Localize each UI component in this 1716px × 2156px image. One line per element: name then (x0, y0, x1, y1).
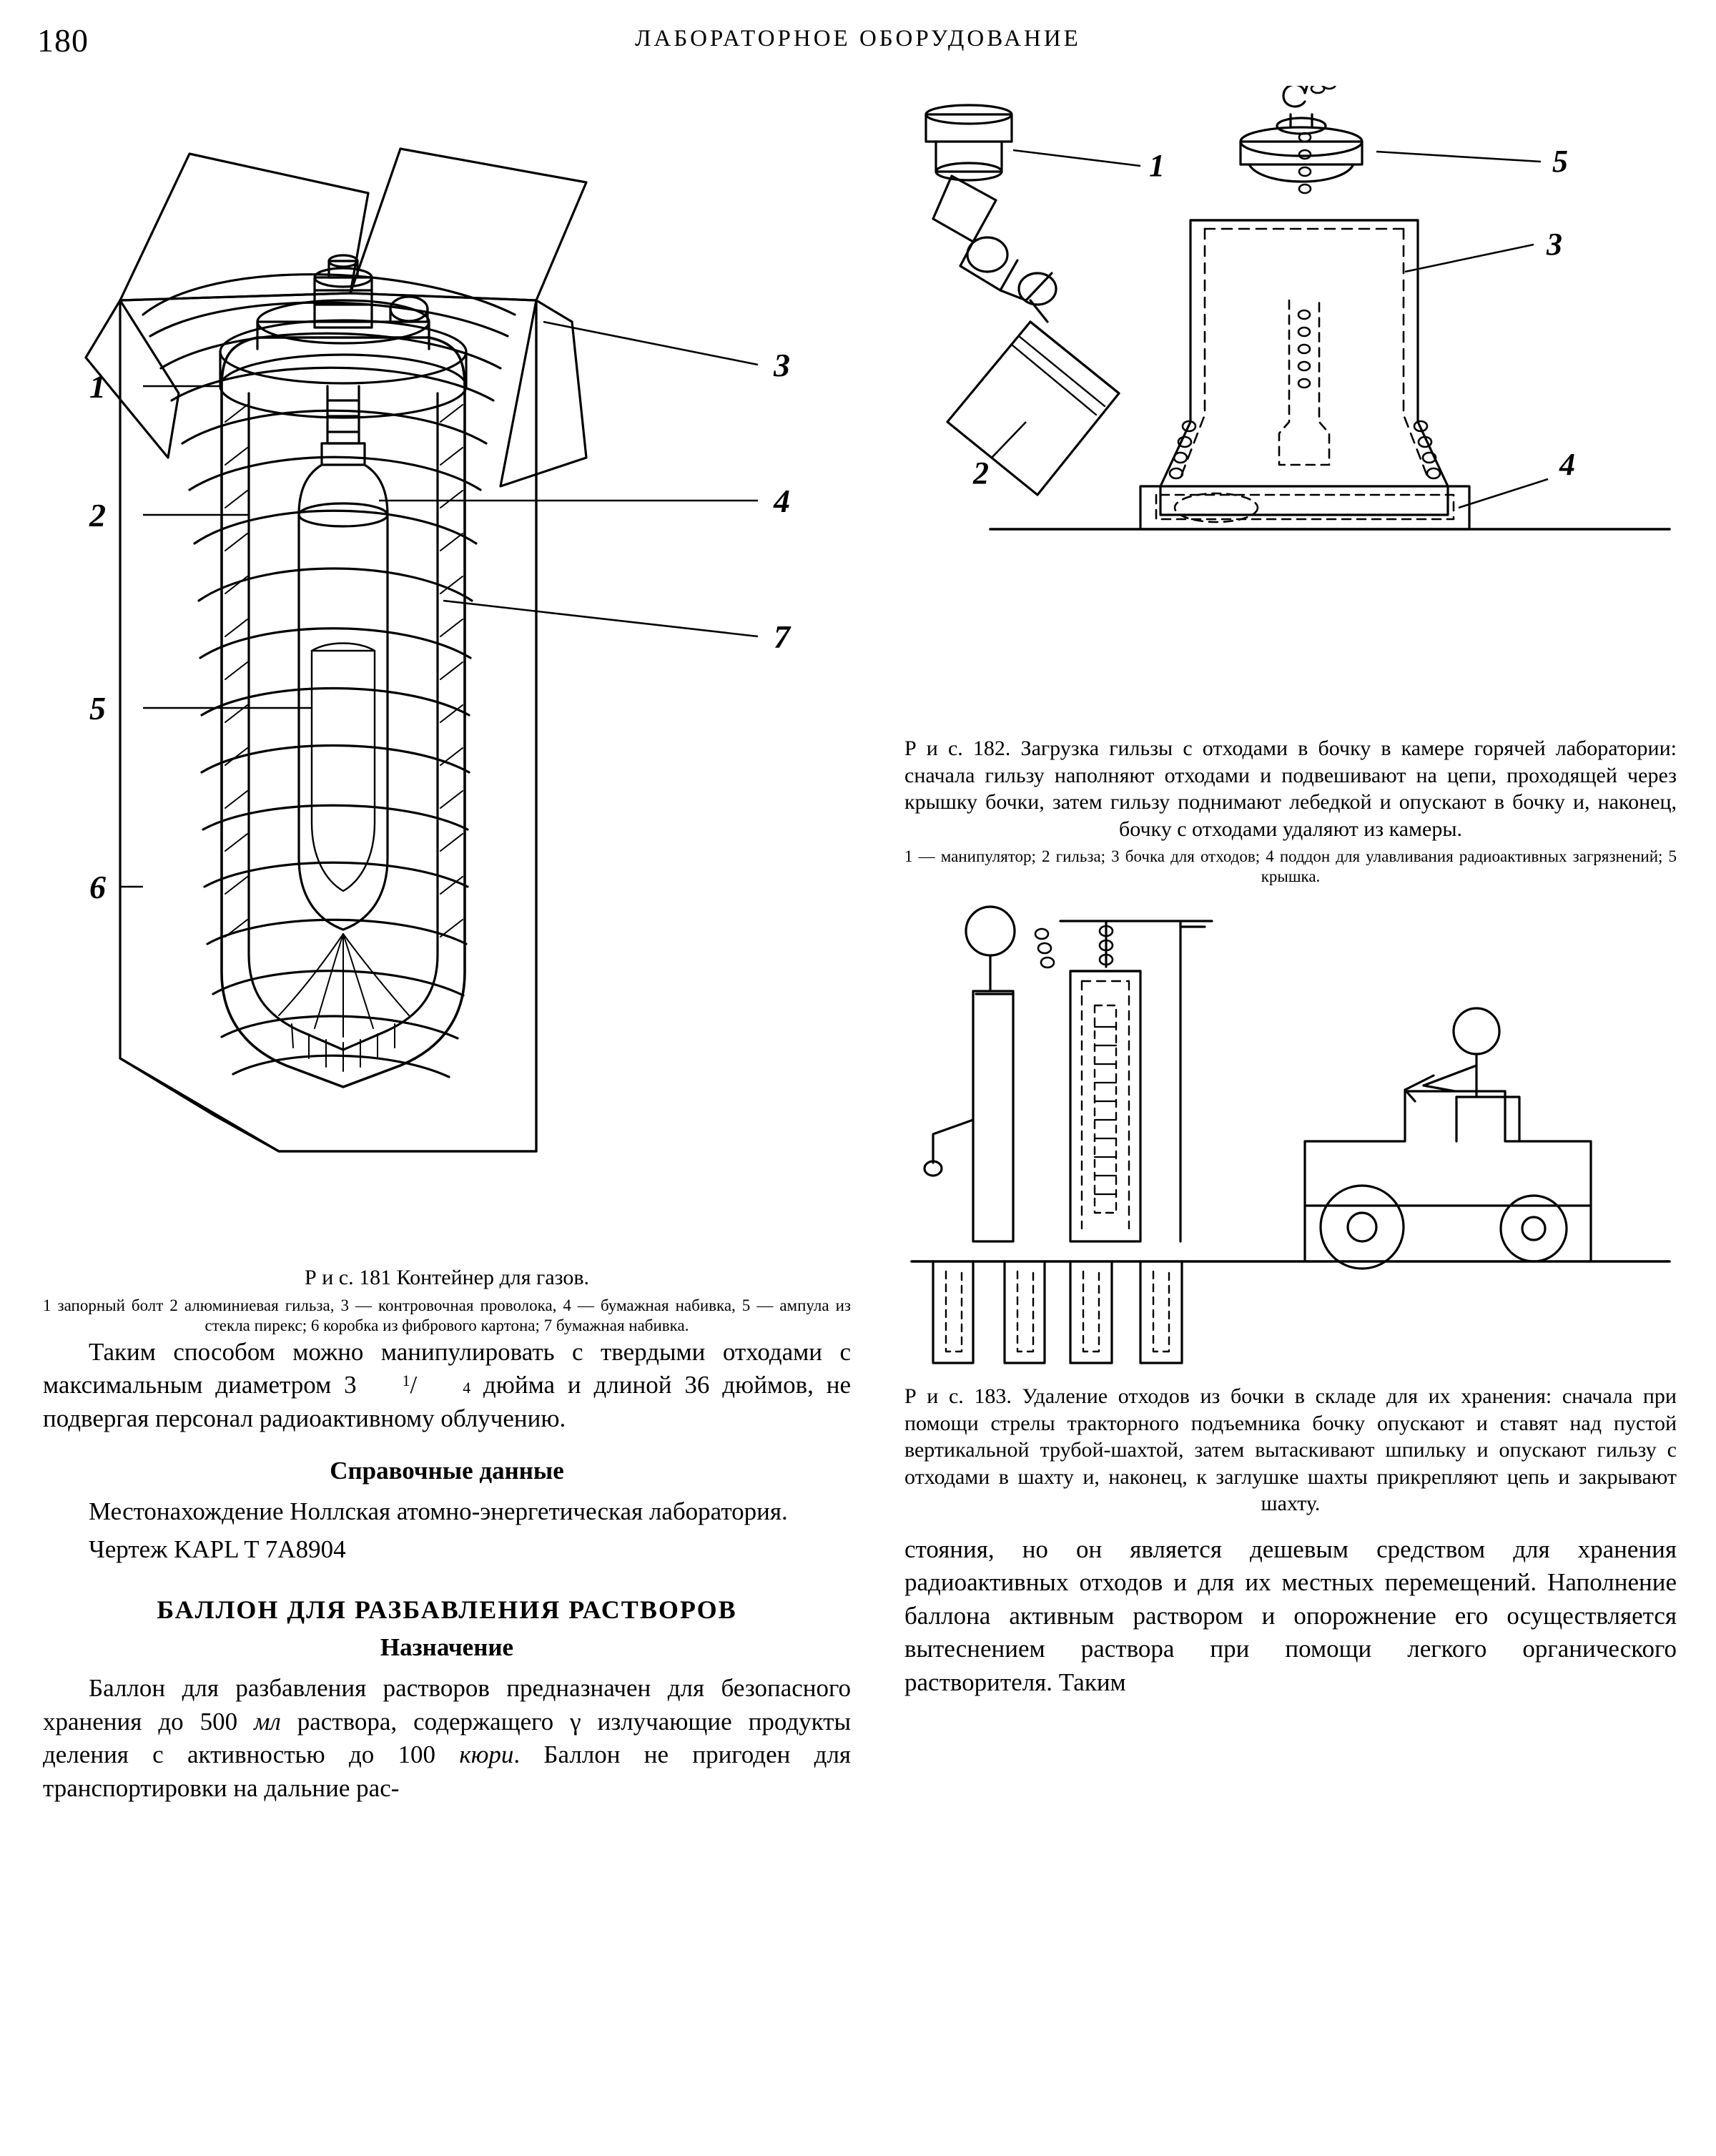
left-column (43, 86, 851, 1810)
figure-183-illustration (904, 905, 1677, 1377)
fraction-numerator: 1 (402, 1372, 410, 1390)
right-column (904, 86, 1677, 1703)
paragraph-manipulation-part1: Таким способом можно манипулировать с твердыми отходами с максимальным диаметром 3 (43, 1337, 851, 1399)
paragraph-manipulation-part2: дюйма и длиной 36 дюймов, не подвергая персонал радиоактивному облучению. (43, 1371, 851, 1432)
section-heading-balloon: БАЛЛОН ДЛЯ РАЗБАВЛЕНИЯ РАСТВОРОВ (157, 1595, 737, 1625)
fraction-denominator: 4 (463, 1379, 471, 1397)
fig182-label-3: 3 (1547, 227, 1562, 262)
reference-location: Местонахождение Ноллская атомно-энергетическая лаборатория. (89, 1497, 788, 1526)
figure-182-illustration (904, 86, 1677, 729)
fig181-label-1: 1 (89, 368, 106, 405)
page-header (0, 14, 1716, 64)
figure-182-caption: Р и с. 182. Загрузка гильзы с отходами в бочку в камере горячей лаборатории: сначала гильзу наполняют отходами и подвешивают на цепи, проходящей через крышку бочки, затем гильзу поднимают лебедкой и опускают в бочку и, наконец, бочку с отходами удаляют из камеры. (904, 737, 1677, 841)
figure-181-illustration (43, 86, 851, 1259)
fig182-label-1: 1 (1149, 148, 1165, 183)
fig181-label-6: 6 (89, 869, 106, 905)
figure-183-caption: Р и с. 183. Удаление отходов из бочки в складе для их хранения: сначала при помощи стрелы тракторного подъемника бочку опускают и ставят над пустой вертикальной трубой-шахтой, затем вытаскивают шпильку и опускают гильзу с отходами в шахту и, наконец, к заглушке шахты прикрепляют цепь и закрывают шахту. (904, 1384, 1677, 1516)
unit-ml: мл (254, 1707, 281, 1736)
fig181-label-7: 7 (774, 619, 790, 655)
fig181-label-2: 2 (89, 497, 106, 533)
figure-181 (43, 86, 851, 1336)
fig181-label-3: 3 (774, 347, 790, 383)
fig181-label-4: 4 (774, 483, 790, 519)
fig182-label-5: 5 (1552, 144, 1568, 179)
subheading-reference-data: Справочные данные (330, 1457, 564, 1485)
figure-183 (904, 905, 1677, 1517)
unit-kuri: кюри (459, 1741, 514, 1769)
subheading-purpose: Назначение (380, 1633, 514, 1662)
purpose-text-a: Баллон для разбавления растворов предназначен для безопасного хранения до 500 (43, 1674, 851, 1736)
figure-181-caption: Р и с. 181 Контейнер для газов. (305, 1266, 589, 1289)
fig182-label-4: 4 (1559, 447, 1575, 482)
page-number: 180 (37, 22, 89, 59)
paragraph-purpose (43, 1672, 851, 1805)
reference-drawing: Чертеж KAPL T 7A8904 (89, 1535, 346, 1563)
figure-181-legend: 1 запорный болт 2 алюминиевая гильза, 3 — контровочная проволока, 4 — бумажная набивка, 5 — ампула из стекла пирекс; 6 коробка из фибрового картона; 7 бумажная набивка. (43, 1296, 851, 1334)
running-head: ЛАБОРАТОРНОЕ ОБОРУДОВАНИЕ (635, 26, 1081, 51)
purpose-text-b: раствора, содержащего γ излучающие продукты деления с активностью до 100 (43, 1707, 851, 1769)
fig182-label-2: 2 (973, 456, 989, 491)
paragraph-manipulation: Таким способом можно манипулировать с твердыми отходами с максимальным диаметром 3 1/ 4 дюйма и длиной 36 дюймов, не подвергая персонал радиоактивному облучению. (43, 1337, 851, 1432)
fig181-label-5: 5 (89, 690, 106, 727)
paragraph-continuation: стояния, но он является дешевым средством для хранения радиоактивных отходов и для их местных перемещений. Наполнение баллона активным раствором и опорожнение его осуществляется вытеснением раствора при помощи легкого органического растворителя. Таким (904, 1535, 1677, 1696)
figure-182 (904, 86, 1677, 887)
figure-182-legend: 1 — манипулятор; 2 гильза; 3 бочка для отходов; 4 поддон для улавливания радиоактивных загрязнений; 5 крышка. (904, 847, 1677, 886)
purpose-text-c: . Баллон не пригоден для транспортировки на дальние рас- (43, 1741, 852, 1802)
